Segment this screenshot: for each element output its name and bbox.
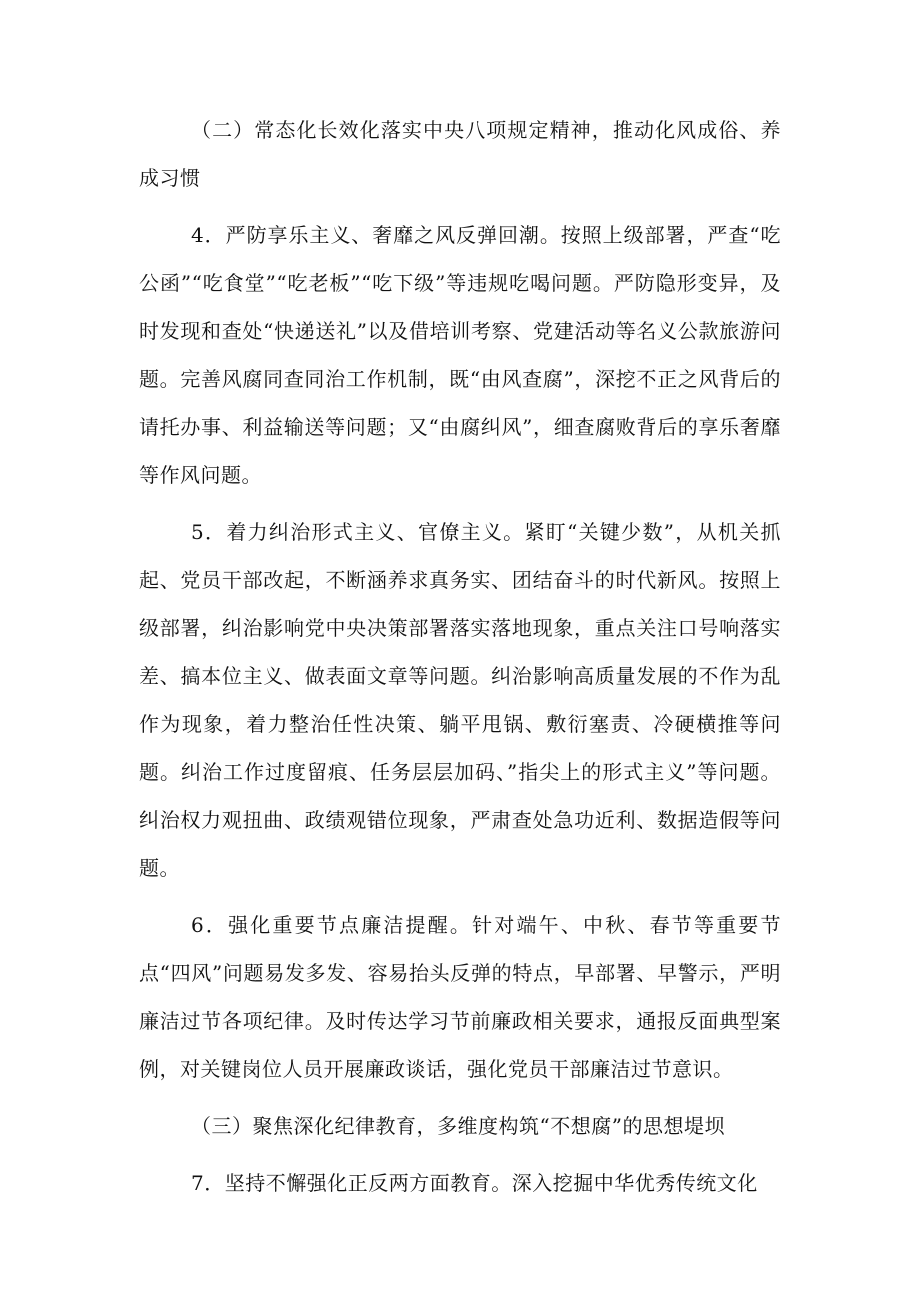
paragraph-item-4: 4．严防享乐主义、奢靡之风反弹回潮。按照上级部署，严查“吃公函”“吃食堂”“吃老板”“吃下级”等违规吃喝问题。严防隐形变异，及时发现和查处“快递送礼”以及借培训考察、党建活动等名义公款旅游问题。完善风腐同查同治工作机制，既“由风查腐”，深挖不正之风背后的请托办事、利益输送等问题；又“由腐纠风”，细查腐败背后的享乐奢靡等作风问题。 bbox=[139, 223, 781, 487]
paragraph-item-7: 7．坚持不懈强化正反两方面教育。深入挖掘中华优秀传统文化 bbox=[191, 1171, 758, 1195]
paragraph-item-5: 5．着力纠治形式主义、官僚主义。紧盯“关键少数”，从机关抓起、党员干部改起，不断涵养求真务实、团结奋斗的时代新风。按照上级部署，纠治影响党中央决策部署落实落地现象，重点关注口号响落实差、搞本位主义、做表面文章等问题。纠治影响高质量发展的不作为乱作为现象，着力整治任性决策、躺平甩锅、敷衍塞责、冷硬横推等问题。纠治工作过度留痕、任务层层加码、”指尖上的形式主义”等问题。纠治权力观扭曲、政绩观错位现象，严肃查处急功近利、数据造假等问题。 bbox=[139, 520, 781, 880]
section-heading-3: （三）聚焦深化纪律教育，多维度构筑“不想腐”的思想堤坝 bbox=[191, 1114, 725, 1138]
section-heading-2: （二）常态化长效化落实中央八项规定精神，推动化风成俗、养成习惯 bbox=[139, 118, 781, 190]
paragraph-item-6: 6．强化重要节点廉洁提醒。针对端午、中秋、春节等重要节点“四风”问题易发多发、容易抬头反弹的特点，早部署、早警示，严明廉洁过节各项纪律。及时传达学习节前廉政相关要求，通报反面典型案例，对关键岗位人员开展廉政谈话，强化党员干部廉洁过节意识。 bbox=[139, 913, 781, 1081]
